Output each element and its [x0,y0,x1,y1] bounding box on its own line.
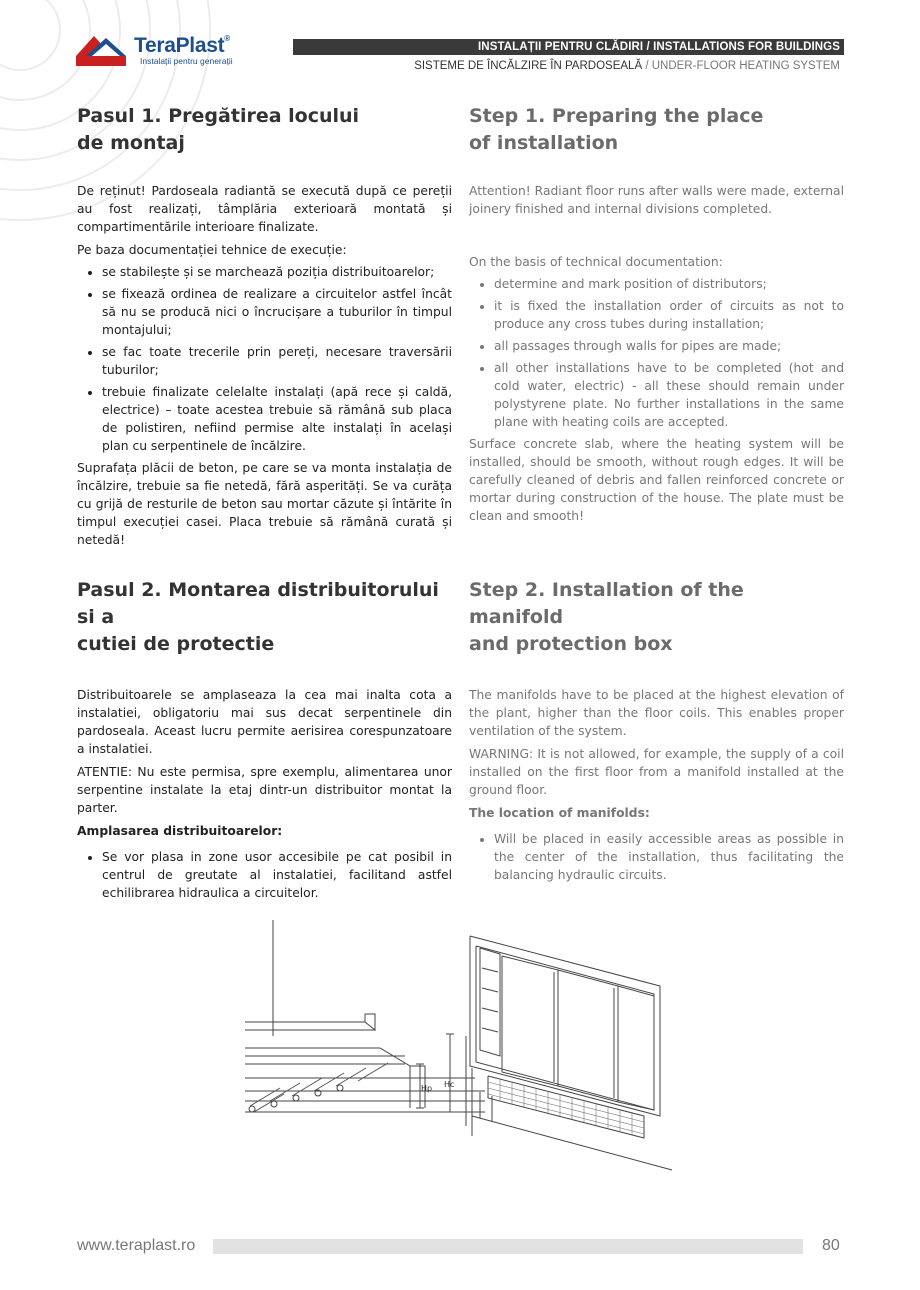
step1-ro-p3: Suprafața plăcii de beton, pe care se va monta instalația de încălzire, trebuie sa fie netedă, fără asperități. Se va curăța cu grijă de resturile de beton sau mortar căzute și întărite în timpul execuției casei. Placa trebuie să rămână curată și netedă! [77,461,452,547]
subsection-title: SISTEME DE ÎNCĂLZIRE ÎN PARDOSEALĂ / UNDER-FLOOR HEATING SYSTEM [414,60,840,72]
hp-label: Hp [421,1084,433,1093]
step1-ro-title: Pasul 1. Pregătirea locului de montaj [77,105,360,154]
list-item: • all other installations have to be completed (hot and cold water, electric) - all these should remain under polystyrene plate. No further installations in the same plane with heating coils are accepted. [494,359,844,431]
step2-en-column [469,577,844,888]
list-item: • Will be placed in easily accessible areas as possible in the center of the installation, thus facilitating the balancing hydraulic circuits. [494,830,844,884]
step2-en-p2: WARNING: It is not allowed, for example, the supply of a coil installed on the first floor from a manifold installed at the ground floor. [469,747,844,797]
hc-label: Hc [444,1080,455,1089]
step2-en-list [469,830,844,884]
list-item: • se fac toate trecerile prin pereți, necesare traversării tuburilor; [102,343,452,379]
page-number: 80 [822,1237,840,1254]
step1-en-title: Step 1. Preparing the place of installation [469,105,764,154]
step1-en-p1: Attention! Radiant floor runs after walls were made, external joinery finished and internal divisions completed. [469,184,844,216]
step1-en-p3: Surface concrete slab, where the heating system will be installed, should be smooth, without rough edges. It will be carefully cleaned of debris and fallen reinforced concrete or mortar during construction of the house. The plate must be clean and smooth! [469,437,844,523]
step1-ro-list [77,263,452,455]
step2-ro-list [77,848,452,902]
step2-ro-title: Pasul 2. Montarea distribuitorului si a cutiei de protectie [77,579,439,655]
section-title-bar: INSTALAȚII PENTRU CLĂDIRI / INSTALLATIONS FOR BUILDINGS [293,39,844,55]
brand-tagline: Instalații pentru generații [140,56,233,66]
list-item: • se stabilește și se marchează poziția distribuitoarelor; [102,263,452,281]
step1-en-p2: On the basis of technical documentation: [469,255,723,269]
list-item: • determine and mark position of distributors; [494,275,844,293]
step1-ro-p2: Pe baza documentației tehnice de execuție: [77,243,347,257]
brand-name: TeraPlast® [134,34,230,57]
website-link[interactable]: www.teraplast.ro [77,1237,196,1254]
step2-en-p1: The manifolds have to be placed at the highest elevation of the plant, higher than the floor coils. This enables proper ventilation of the system. [469,688,844,738]
list-item: • Se vor plasa in zone usor accesibile pe cat posibil in centrul de greutate al instalatiei, facilitand astfel echilibrarea hidraulica a circuitelor. [102,848,452,902]
list-item: • all passages through walls for pipes are made; [494,337,844,355]
step2-ro-p3: Amplasarea distribuitoarelor: [77,824,283,838]
step1-en-list [469,275,844,431]
step2-en-p3: The location of manifolds: [469,806,650,820]
list-item: • se fixează ordinea de realizare a circuitelor astfel încât să nu se producă nici o încrucișare a tuburilor în timpul montajului; [102,285,452,339]
step1-ro-column [77,103,452,554]
step2-ro-column [77,577,452,906]
step1-ro-p1: De reținut! Pardoseala radiantă se execută după ce pereții au fost realizați, tâmplăria exterioară montată și compartimentările interioare finalizate. [77,184,452,234]
step2-ro-p1: Distribuitoarele se amplaseaza la cea mai inalta cota a instalatiei, obligatoriu mai sus decat serpentinele din pardoseala. Aceast lucru permite aerisirea corespunzatoare a instalatiei. [77,688,452,756]
list-item: • it is fixed the installation order of circuits as not to produce any cross tubes during installation; [494,297,844,333]
step1-en-column [469,103,844,530]
step2-ro-p2: ATENTIE: Nu este permisa, spre exemplu, alimentarea unor serpentine instalate la etaj dintr-un distribuitor montat la parter. [77,765,452,815]
step2-en-title: Step 2. Installation of the manifold and protection box [469,579,744,655]
since-label: since 1896 [88,59,114,65]
list-item: • trebuie finalizate celelalte instalați (apă rece și caldă, electrice) – toate acestea trebuie să rămână sub placa de polistiren, nefiind permise alte instalați în același plan cu serpentinele de încălzire. [102,383,452,455]
footer-bar [213,1239,803,1254]
teraplast-logo [76,34,246,68]
manifold-box-diagram [240,916,680,1176]
